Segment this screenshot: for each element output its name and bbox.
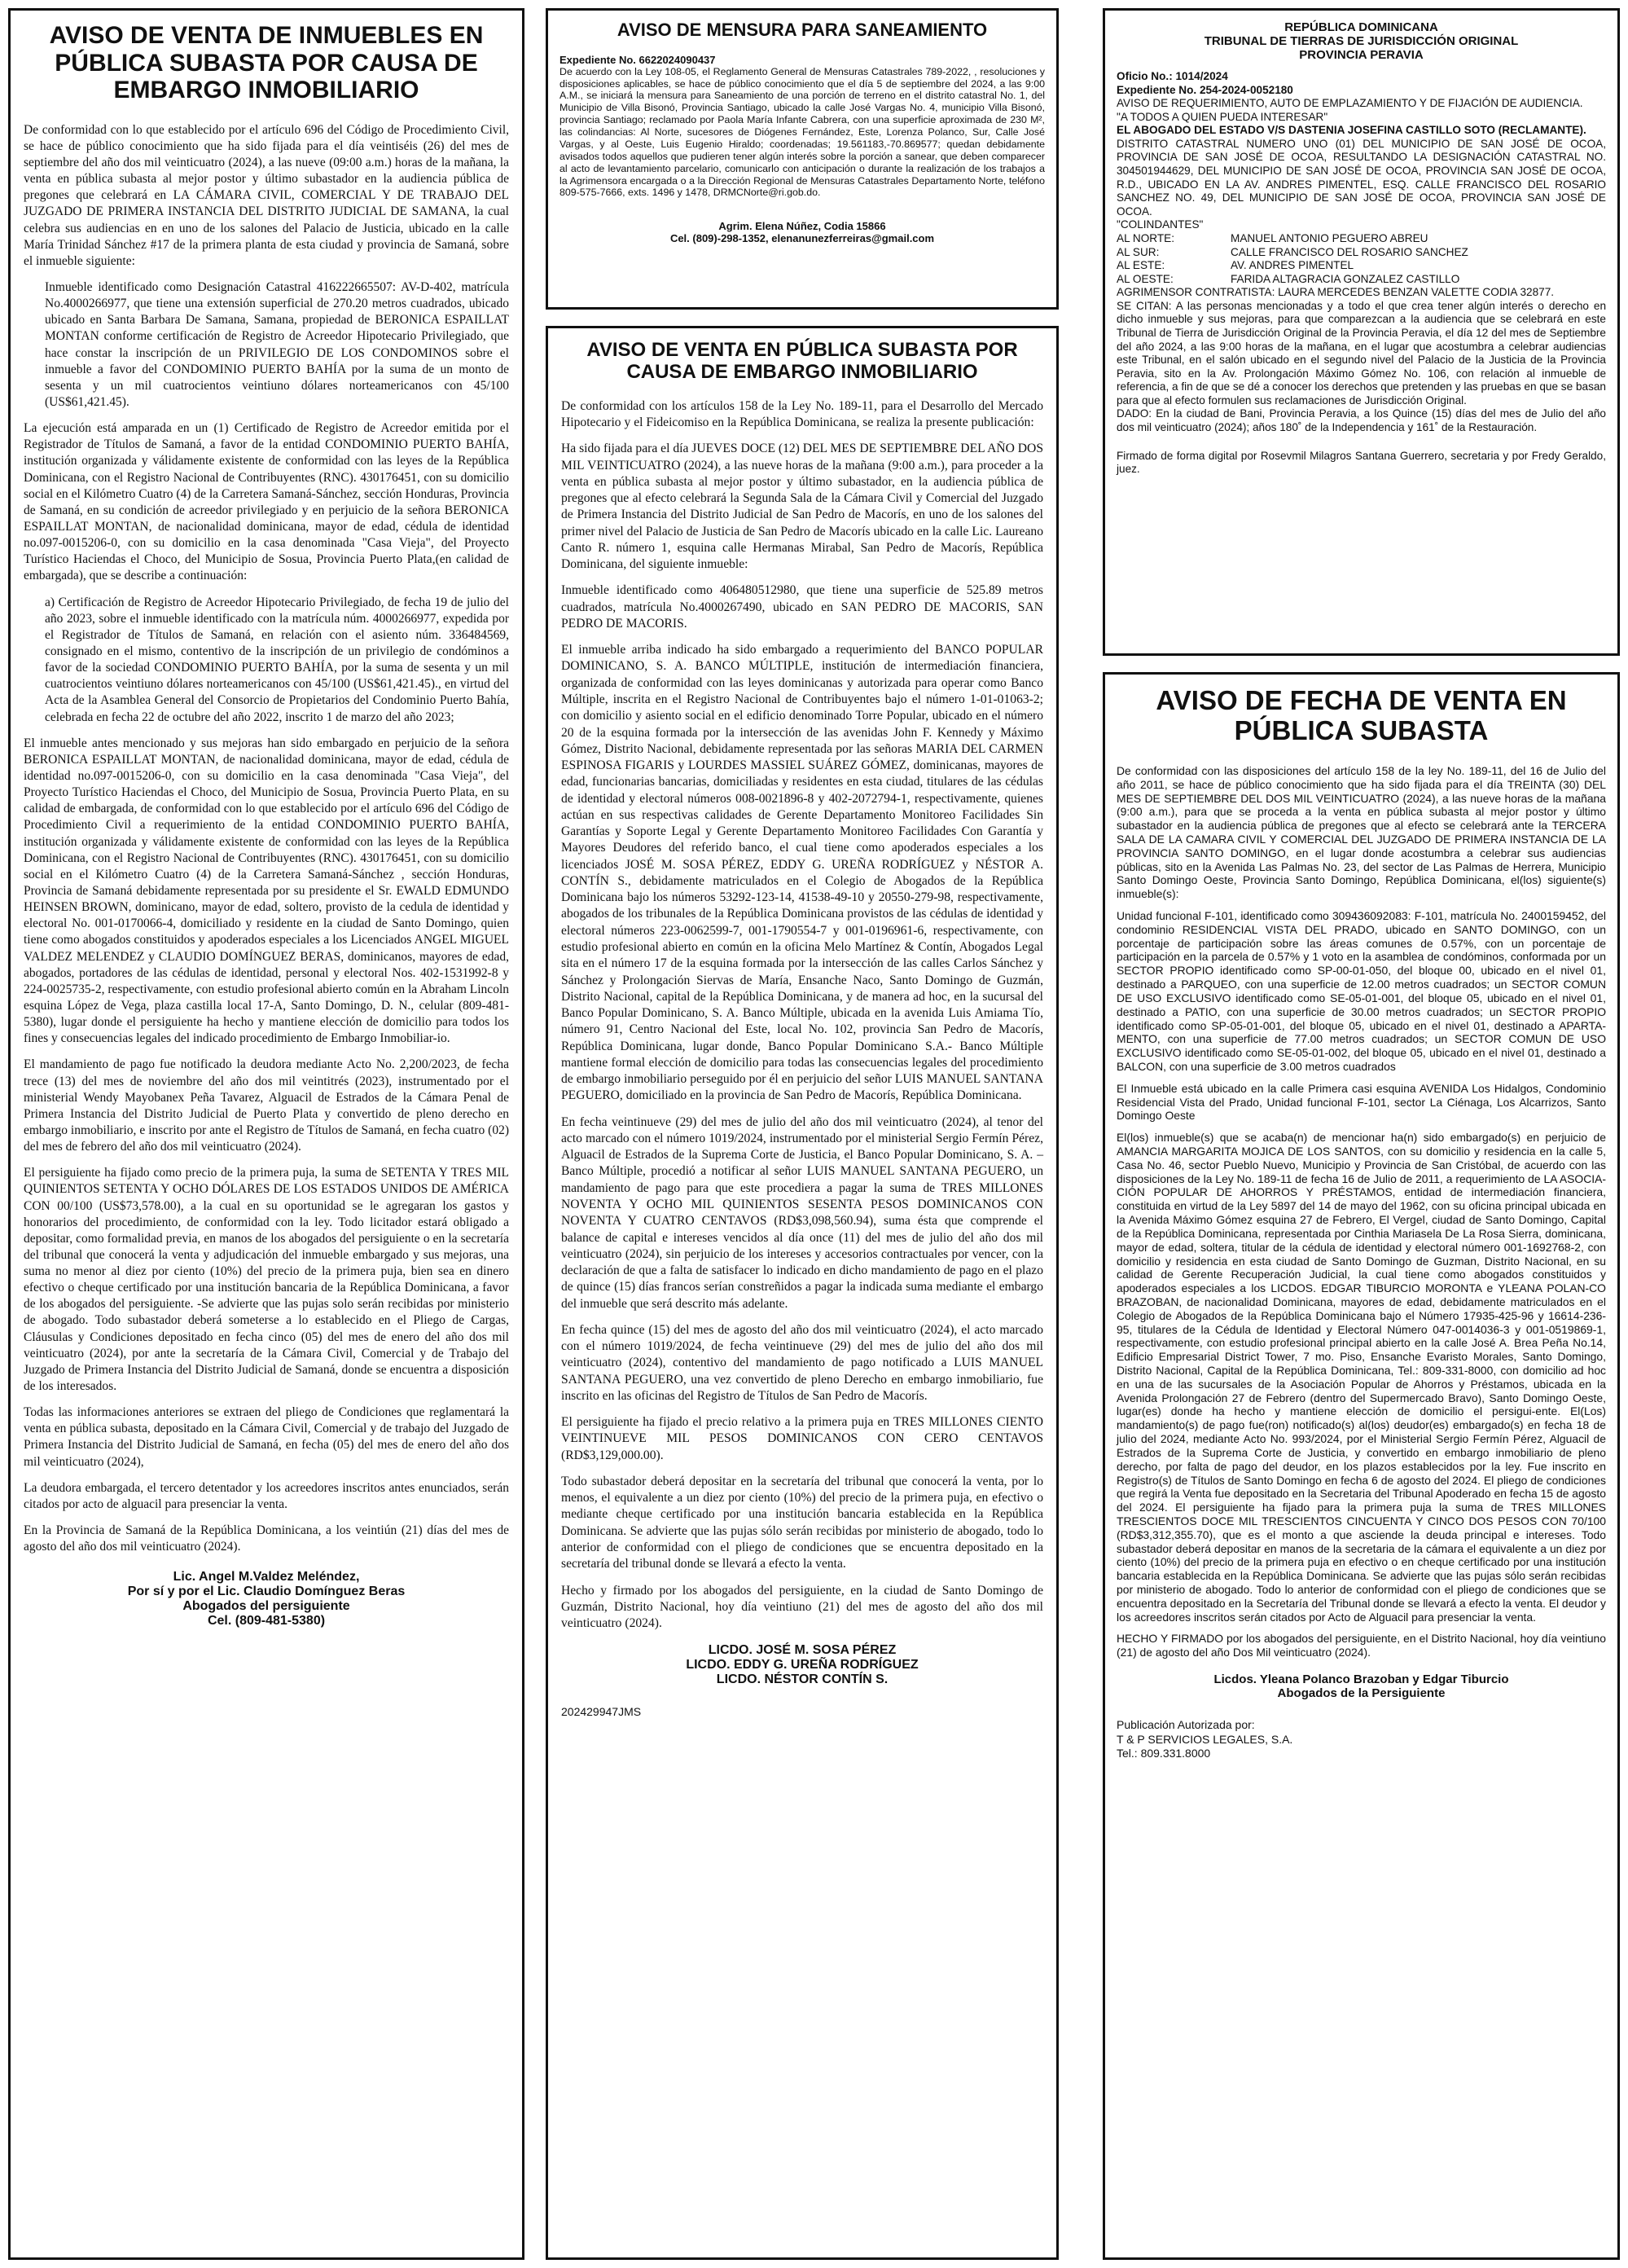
paragraph: De conformidad con lo que establecido por el artículo 696 del Código de Procedimiento Civil, se hace de público conocimiento que ha sido fijada para el día veintiséis (26) del mes de septiembre del año dos mil veinticuatro (2024), a las nueve (09:00 a.m.) horas de la mañana, la venta en pública subasta al mejor postor y último subastador en la audiencia pública de pregones que celebrará en LA CÁMARA CIVIL, COMERCIAL Y DE TRABAJO DEL JUZGADO DE PRIMERA INSTANCIA DEL DISTRITO JUDICIAL DE SAMANA, la cual celebra sus audiencias en en uno de los salones del Palacio de Justicia, ubicado en la calle María Trinidad Sánchez #17 de la primera planta de esta ciudad y provincia de Samaná, sobre el inmueble siguiente: (24, 122, 509, 268)
abogado-line: EL ABOGADO DEL ESTADO V/S DASTENIA JOSEFINA CASTILLO SOTO (RECLAMANTE). (1117, 124, 1586, 137)
expediente-number: Expediente No. 6622024090437 (559, 53, 716, 66)
paragraph: En fecha quince (15) del mes de agosto del año dos mil veinticuatro (2024), el acto marcado con el número 1019/2024, de fecha veintinueve (29) del mes de julio del año dos mil veinticuatro (2024), contentivo del mandamiento de pago notificado a LUIS MANUEL SANTANA PEGUERO, una vez convertido de pleno Derecho en embargo inmobiliario, fue inscrito en las oficinas del Registro de Títulos de San Pedro de Macorís. (561, 1322, 1043, 1403)
notice-body (1117, 70, 1606, 477)
paragraph: Hecho y firmado por los abogados del persiguiente, en la ciudad de Santo Domingo de Guzmán, Distrito Nacional, hoy día veintiuno (21) del mes de agosto del año dos mil veinticuatro (2024). (561, 1583, 1043, 1631)
notice-title: AVISO DE VENTA DE INMUEBLES EN PÚBLICA SUBASTA POR CAUSA DE EMBARGO INMOBILIARIO (49, 22, 484, 104)
se-citan-paragraph: SE CITAN: A las personas mencionadas y a todo el que crea tener algún interés o derecho en dicho inmueble y sus mejoras, para que comparezcan a la audiencia que se celebrará en este Tribunal de Tierra de Jurisdicción Original de la Provincia Peravia, el día 12 del mes de Septiembre del año 2024, a las 9:00 horas de la mañana, en el lugar que acostumbra a celebrar audiencias este Tribunal, en el salón ubicado en el segundo nivel del Palacio de la Justicia de la Provincia Peravia, sito en la Av. Prolongación Máximo Gómez No. 106, con relación al inmueble de referencia, a fin de que se dé a conocer los derechos que pretenden y las pruebas en que se basan para que al efecto formulen sus reclamaciones de Jurisdicción Original. (1117, 299, 1606, 407)
paragraph: Todo subastador deberá depositar en la secretaría del tribunal que conocerá la venta, por lo menos, el equivalente a un diez por ciento (10%) del precio de la primera puja, en efectivo o mediante cheque certificado por una institución bancaria establecida en la República Dominicana. Se advierte que las pujas sólo serán recibidas por ministerio de abogado, todo lo anterior de conformidad con el pliego de condiciones que se encuentra depositado en la secretaría del tribunal donde se llevará a efecto la venta. (561, 1474, 1043, 1571)
notice-body (561, 398, 1043, 1633)
notice-title: AVISO DE VENTA EN PÚBLICA SUBASTA POR CAUSA DE EMBARGO INMOBILIARIO (586, 339, 1018, 383)
signature-block: Licdos. Yleana Polanco Brazoban y Edgar Tiburcio Abogados de la Persiguiente (1213, 1672, 1509, 1701)
expediente-number: Expediente No. 254-2024-0052180 (1117, 83, 1293, 96)
signature-block: Agrim. Elena Núñez, Codia 15866 Cel. (809)-298-1352, elenanunezferreiras@gmail.com (669, 220, 935, 245)
paragraph: La deudora embargada, el tercero detentador y los acreedores inscritos antes enunciados, serán citados por acto de alguacil para presenciar la venta. (24, 1480, 509, 1511)
colindante-row: AL ESTE: AV. ANDRES PIMENTEL (1117, 259, 1354, 272)
paragraph: Todas las informaciones anteriores se extraen del pliego de Condiciones que reglamentará la venta en pública subasta, depositado en la Cámara Civil, Comercial y de trabajo del Juzgado de Primera Instancia del Distrito Judicial de Samaná, en fecha (05) del mes de enero del año dos mil veinticuatro (2024), (24, 1405, 509, 1469)
notice-tribunal-tierras-peravia (1103, 8, 1620, 656)
notice-body (1117, 764, 1606, 1659)
publication-credit: Publicación Autorizada por: T & P SERVICIOS LEGALES, S.A. Tel.: 809.331.8000 (1117, 1718, 1293, 1760)
paragraph: El inmueble antes mencionado y sus mejoras han sido embargado en perjuicio de la señora BERONICA ESPAILLAT MONTAN, de nacionalidad dominicana, mayor de edad, cédula de identidad no.097-0015206-0, con su domicilio en la casa denominada "Casa Vieja", del Proyecto Turístico Haciendas el Choco, del Municipio de Sosua, Provincia Puerto Plata, en su calidad de embargada, de conformidad con lo que establecido por el artículo 696 del Código de Procedimiento Civil a requerimiento de la entidad CONDOMINIO PUERTO BAHÍA, institución organizada y válidamente existente de conformidad con las leyes de la República Dominicana, con el Registro Nacional de Contribuyentes (RNC). 430176451, con su domicilio social en el Kilómetro Cuatro (4) de la Carretera Samaná-Sánchez , sección Honduras, Provincia de Samaná debidamente representada por su presidente el Sr. EWALD EDMUNDO HEINSEN BROWN, dominicano, mayor de edad, soltero, provisto de la cedula de identidad y electoral No. 001-0170066-4, domiciliado y residente en la ciudad de Santo Domingo, quien tiene como abogados constituidos y apoderados especiales a los Licenciados ANGEL MIGUEL VALDEZ MELENDEZ y CLAUDIO DOMÍNGUEZ BERAS, dominicanos, mayores de edad, abogados, portadores de las cédulas de identidad, personal y electoral Nos. 402-1531992-8 y 224-0025735-2, respectivamente, con estudio profesional abierto común en la Abraham Lincoln esquina López de Vega, plaza castilla local 17-A, Santo Domingo, D. N., celular (809-481-5380), lugar donde el persiguiente ha hecho y mantiene elección de domicilio para todos los fines y consecuencias legales del indicado procedimiento de Embargo Inmobiliar-io. (24, 736, 509, 1046)
paragraph: Inmueble identificado como Designación Catastral 416222665507: AV-D-402, matrícula No.4000266977, que tiene una extensión superficial de 270.20 metros cuadrados, ubicado ubicado en Santa Barbara De Samana, Samana, propiedad de BERONICA ESPAILLAT MONTAN conforme certificación de Registro de Acreedor Hipotecario Privilegiado, que hace constar la inscripción de un PRIVILEGIO DE LOS CONDOMINOS sobre el inmueble a favor del CONDOMINIO PUERTO BAHÍA por la suma de un monto de sesenta y un mil cuatrocientos veintiuno dólares norteamericanos con 45/100 (US$61,421.45). (45, 280, 509, 410)
paragraph: El persiguiente ha fijado el precio relativo a la primera puja en TRES MILLONES CIENTO VEINTINUEVE MIL PESOS DOMINICANOS CON CERO CENTAVOS (RD$3,129,000.00). (561, 1415, 1043, 1462)
colindantes-list (1117, 232, 1606, 286)
distrito-line: DISTRITO CATASTRAL NUMERO UNO (01) DEL MUNICIPIO DE SAN JOSÉ DE OCOA, PROVINCIA DE SAN JOSÉ DE OCOA, RESULTANDO LA DESIGNACIÓN CATASTRAL NO. 304501944629, DEL MUNICIPIO DE SAN JOSÉ DE OCOA, PROVINCIA SAN JOSÉ DE OCOA, R.D., UBICADO EN LA AV. ANDRES PIMENTEL, ESQ. CALLE FRANCISCO DEL ROSARIO SANCHEZ NO. 49, DEL MUNICIPIO DE SAN JOSÉ DE OCOA, PROVINCIA SAN JOSÉ DE OCOA. (1117, 137, 1606, 218)
paragraph: El Inmueble está ubicado en la calle Primera casi esquina AVENIDA Los Hidalgos, Condominio Residencial Vista del Prado, Unidad funcional F-101, sector La Ciénaga, Los Alcarrizos, Santo Domingo Oeste (1117, 1081, 1606, 1123)
agrimensor-line: AGRIMENSOR CONTRATISTA: LAURA MERCEDES BENZAN VALETTE CODIA 32877. (1117, 286, 1555, 299)
paragraph: Unidad funcional F-101, identificado como 309436092083: F-101, matrícula No. 2400159452, del condominio RESIDENCIAL VISTA DEL PRADO, ubicado en SANTO DOMINGO, con un porcentaje de participación sobre las áreas comunes de 0.57%, con un porcentaje de participación en la parcela de 0.57% y 1 voto en la asamblea de condóminos, conformada por un SECTOR PROPIO identificado como SP-00-01-050, del bloque 00, ubicado en el nivel 01, destinado a PARQUEO, con una superficie de 12.00 metros cuadrados; un SECTOR COMUN DE USO EXCLUSIVO identificado como SE-05-01-001, del bloque 05, ubicado en el nivel 01, destinado a PATIO, con una superficie de 30.00 metros cuadrados; un SECTOR PROPIO identificado como SP-05-01-001, del bloque 05, ubicado en el nivel 01, destinado a APARTA-MENTO, con una superficie de 77.00 metros cuadrados; un SECTOR COMUN DE USO EXCLUSIVO identificado como SE-05-01-002, del bloque 05, ubicado en el nivel 01, destinado a BALCON, con una superficie de 3.00 metros cuadrados (1117, 909, 1606, 1073)
paragraph: El mandamiento de pago fue notificado la deudora mediante Acto No. 2,200/2023, de fecha trece (13) del mes de noviembre del año dos mil veintitrés (2023), instrumentado por el ministerial Wendy Mayobanex Peña Tavarez, Alguacil de Estrados de la Cámara Penal de Primera Instancia del Distrito Judicial de Puerto Plata y convertido de pleno derecho en embargo inmobiliario, e inscrito por ante el Registro de Títulos de Samaná, en fecha cuatro (02) del mes de febrero del año dos mil veinticuatro (2024). (24, 1057, 509, 1154)
paragraph: a) Certificación de Registro de Acreedor Hipotecario Privilegiado, de fecha 19 de julio del año 2023, sobre el inmueble identificado con la matrícula núm. 4000266977, expedida por el Registrador de Títulos de Samaná, en relación con el asiento núm. 336484569, consignado en el mismo, contentivo de la inscripción de un privilegio de condóminos a favor de la sociedad CONDOMINIO PUERTO BAHÍA, por la suma de sesenta y un mil cuatrocientos veintiuno dólares norteamericanos con 45/100 (US$61,421.45)., en virtud del Acta de la Asamblea General del Consorcio de Propietarios del Condominio Puerto Bahía, celebrada en fecha 22 de octubre del año 2022, inscrito 1 de marzo del año 2023; (45, 595, 509, 724)
paragraph: HECHO Y FIRMADO por los abogados del persiguiente, en el Distrito Nacional, hoy día veintiuno (21) de agosto del año Dos Mil veinticuatro (2024). (1117, 1632, 1606, 1659)
paragraph: En fecha veintinueve (29) del mes de julio del año dos mil veinticuatro (2024), al tenor del acto marcado con el número 1019/2024, instrumentado por el ministerial Sergio Fermín Pérez, Alguacil de Estrados de la Suprema Corte de Justicia, el Banco Popular Dominicano, S. A. – Banco Múltiple, procedió a notificar al señor LUIS MANUEL SANTANA PEGUERO, un mandamiento de pago para que este procediera a pagar la suma de TRES MILLONES NOVENTA Y OCHO MIL QUINIENTOS SESENTA PESOS DOMINICANOS CON NOVENTA Y CUATRO CENTAVOS (RD$3,098,560.94), suma ésta que comprende el balance de capital e intereses vencidos al día once (11) del mes de julio del año dos mil veinticuatro (2024), sin perjuicio de los intereses y accesorios contractuales por vencer, con la declaración de que a falta de satisfacer lo indicado en dicho mandamiento de pago en el plazo de quince (15) días francos serían constreñidos a pagar la indicada suma mediante el embargo del inmueble que será descrito más adelante. (561, 1114, 1043, 1311)
signature-block: Lic. Angel M.Valdez Meléndez, Por sí y por el Lic. Claudio Domínguez Beras Abogados del persiguiente Cel. (809-481-5380) (127, 1570, 406, 1628)
notice-title: AVISO DE MENSURA PARA SANEAMIENTO (617, 20, 988, 40)
paragraph: El persiguiente ha fijado como precio de la primera puja, la suma de SETENTA Y TRES MIL QUINIENTOS SETENTA Y OCHO DÓLARES DE LOS ESTADOS UNIDOS DE AMÉRICA CON 00/100 (US$73,578.00), a la cual en su oportunidad se le agregaran los gastos y honorarios del procedimiento, de conformidad con la ley. Todo licitador estará obligado a depositar, como formalidad previa, en manos de los abogados del persiguiente o en la secretaría del tribunal que conocerá la venta y adjudicación del inmueble embargado y sus mejoras, una suma no menor al diez por ciento (10%) del precio de la primera puja, bien sea en dinero efectivo o cheque certificado por una institución bancaria de la República Dominicana, a favor de los abogados del persiguiente. -Se advierte que las pujas solo serán recibidas por ministerio de abogado. Todo subastador deberá someterse a lo establecido en el Pliego de Cargas, Cláusulas y Condiciones depositado en fecha cinco (05) del mes de enero del año dos mil veinticuatro (2024), por ante la secretaría de la Cámara Civil, Comercial y de Trabajo del Juzgado de Primera Instancia del Distrito Judicial de Samaná, donde se encuentra a disposición de los interesados. (24, 1166, 509, 1394)
dado-paragraph: DADO: En la ciudad de Bani, Provincia Peravia, a los Quince (15) días del mes de Julio del año dos mil veinticuatro (2024); años 180˚ de la Independencia y 161˚ de la Restauración. (1117, 407, 1606, 434)
reference-code: 202429947JMS (561, 1705, 642, 1719)
colindante-row: AL OESTE: FARIDA ALTAGRACIA GONZALEZ CASTILLO (1117, 272, 1460, 285)
firmado-line: Firmado de forma digital por Rosevmil Milagros Santana Guerrero, secretaria y por Fredy Geraldo, juez. (1117, 449, 1606, 476)
notice-body: De acuerdo con la Ley 108-05, el Reglamento General de Mensuras Catastrales 789-2022, , resoluciones y disposiciones aplicables, se hace de público conocimiento que el día 5 de septiembre del 2024, a las 9:00 A.M., se iniciará la mensura para Saneamiento de una porción de terreno en el distrito catastral No. 1, del Municipio de Villa Bisonó, Provincia Santiago, ubicado la calle José Vargas No. 4, municipio Villa Bisonó, provincia Santiago; reclamado por Paola María Infante Cabrera, con una superficie aproximada de 230 M², las colindancias: Al Norte, sucesores de Diógenes Fernández, Este, Lorenza Polanco, Sur, Calle José Vargas, y al Oeste, Luis Eugenio Hiraldo; coordenadas; 19.561183,-70.869577; quedan debidamente avisados todos aquellos que pudieren tener algún interés sobre la porción a sanear, que deben comparecer al acto de levantamiento parcelario, comunicarlo con anticipación o durante la realización de los trabajos a la Agrimensora encargada o a la Dirección Regional de Mensuras Catastrales Departamento Norte, teléfono 809-575-7666, exts. 1496 y 1478, DRMCNorte@ri.gob.do. (559, 65, 1045, 199)
notice-fecha-venta-santo-domingo (1103, 672, 1620, 2260)
oficio-number: Oficio No.: 1014/2024 (1117, 70, 1228, 82)
paragraph: En la Provincia de Samaná de la República Dominicana, a los veintiún (21) días del mes de agosto del año dos mil veinticuatro (2024). (24, 1523, 509, 1554)
notice-venta-san-pedro (546, 326, 1059, 2260)
paragraph: Ha sido fijada para el día JUEVES DOCE (12) DEL MES DE SEPTIEMBRE DEL AÑO DOS MIL VEINTICUATRO (2024), a las nueve horas de la mañana (9:00 a.m.), para proceder a la venta en pública subasta al mejor postor y último subastador, en la audiencia pública de pregones que al efecto celebrará la Segunda Sala de la Cámara Civil y Comercial del Juzgado de Primera Instancia del Distrito Judicial de San Pedro de Macorís, en uno de los salones del primer nivel del Palacio de Justicia de San Pedro de Macorís ubicado en la calle Lic. Laureano Canto R. número 1, esquina calle Hermanas Mirabal, San Pedro de Macorís, República Dominicana, del siguiente inmueble: (561, 442, 1043, 572)
notice-body (24, 122, 509, 1556)
paragraph: El(los) inmueble(s) que se acaba(n) de mencionar ha(n) sido embargado(s) en perjuicio de AMANCIA MARGARITA MOJICA DE LOS SANTOS, con su domicilio y residencia en la calle 5, Casa No. 46, sector Pueblo Nuevo, Municipio y Provincia de San Cristóbal, de acuerdo con las disposiciones de la Ley No. 189-11 de fecha 16 de Julio de 2011, a requerimiento de LA ASOCIA-CIÓN POPULAR DE AHORROS Y PRÉSTAMOS, entidad de intermediación financiera, constituida en virtud de la Ley 5897 del 14 de mayo del 1962, con su oficina principal ubicada en la Avenida Máximo Gómez esquina 27 de Febrero, El Vergel, ciudad de Santo Domingo, Capital de la República Dominicana, representada por Cinthia Mariasela De La Rosa Sierra, dominicana, mayor de edad, soltera, titular de la cédula de identidad y electoral número 001-1692768-2, con domicilio y residencia en esta ciudad de Santo Domingo de Guzman, Distrito Nacional, en su calidad de Gerente Recuperación Judicial, la cual tiene como abogados constituidos y apoderados especiales a los LICDOS. EDGAR TIBURCIO MORONTA e YLEANA POLAN-CO BRAZOBAN, de nacionalidad Dominicana, mayores de edad, debidamente matriculados en el Colegio de Abogados de la República Dominicana bajo el Número 17935-425-96 y 16614-236-95, titulares de la Cédula de Identidad y Electoral Número 047-0014036-3 y 001-0519869-1, respectivamente, con estudio profesional principal abierto en la calle José A. Brea Peña No.14, Edificio Empresarial District Tower, 7 mo. Piso, Ensanche Evaristo Morales, Santo Domingo, Distrito Nacional, Capital de la República Dominicana, Tel.: 809-331-8000, con domicilio ad hoc en una de las sucursales de la Asociación Popular de Ahorros y Préstamos, ubicada en la Avenida Prolongación 27 de Febrero (dentro del Supermercado Bravo), Santo Domingo Oeste, lugar(es) donde ha hecho y mantiene elección de domicilio el persigui-ente. El(Los) mandamiento(s) de pago fue(ron) notificado(s) al(los) deudor(es) embargado(s) en fecha 18 de julio del 2024, mediante Acto No. 993/2024, por el Ministerial Sergio Fermín Pérez, Alguacil de Estrados de la Suprema Corte de Justicia, y convertido en embargo inmobiliario de pleno derecho, por falta de pago del deudor, en los plazos establecidos por la ley. Fue inscrito en Registro(s) de Títulos de Santo Domingo en fecha 6 de agosto del 2024. El pliego de condiciones que regirá la Venta fue depositado en la Secretaria del Tribunal Apoderado en fecha 15 de agosto del 2024. El persiguiente ha fijado para la primera puja la suma de TRES MILLONES TRESCIENTOS DOCE MIL TRESCIENTOS CINCUENTA Y CINCO DOS PESOS CON 70/100 (RD$3,312,355.70), que es el monto a que asciende la deuda principal e intereses. Todo subastador deberá depositar en manos de la secretaria de la cámara el equivalente a un diez por ciento (10%) del precio de la primera puja en efectivo o en cheque certificado por una institución bancaria establecida en la República Dominicana. Se advierte que las pujas sólo serán recibidas por ministerio de abogado. Todo lo anterior de conformidad con el pliego de condiciones que se encuentra depositado en la Secretaría del Tribunal donde se llevará a efecto la venta. El deudor y los acreedores inscritos serán citados por Acto de Alguacil para presenciar la venta. (1117, 1131, 1606, 1624)
signature-block: LICDO. JOSÉ M. SOSA PÉREZ LICDO. EDDY G. UREÑA RODRÍGUEZ LICDO. NÉSTOR CONTÍN S. (686, 1643, 919, 1687)
quien-line: "A TODOS A QUIEN PUEDA INTERESAR" (1117, 110, 1328, 123)
paragraph: De conformidad con los artículos 158 de la Ley No. 189-11, para el Desarrollo del Mercado Hipotecario y el Fideicomiso en la República Dominicana, se realiza la presente publicación: (561, 398, 1043, 430)
paragraph: El inmueble arriba indicado ha sido embargado a requerimiento del BANCO POPULAR DOMINICANO, S. A. BANCO MÚLTIPLE, institución de intermediación financiera, organizada de conformidad con las leyes dominicanas y autorizada para operar como Banco Múltiple, inscrita en el Registro Nacional de Contribuyentes bajo el número 1-01-01063-2; con domicilio y asiento social en el edificio denominado Torre Popular, ubicado en el número 20 de la esquina formada por la intersección de las avenidas John F. Kennedy y Máximo Gómez, Distrito Nacional, debidamente representada por las señoras MARIA DEL CARMEN ESPINOSA FIGARIS y LOURDES MASSIEL SUÁREZ GÓMEZ, dominicanas, mayores de edad, funcionarias bancarias, domiciliadas y residentes en esta ciudad, titulares de las cédulas de identidad y electoral números 008-0021896-8 y 402-2072794-1, respectivamente, quienes actúan en sus respectivas calidades de Gerente Departamento Monitoreo Facilidades Sin Garantías y Soporte Legal y Gerente Departamento Monitoreo Facilidades Con Garantía y Mayores Deudores del referido banco, el cual tiene como apoderados especiales a los licenciados JOSÉ M. SOSA PÉREZ, EDDY G. UREÑA RODRÍGUEZ y NÉSTOR A. CONTÍN S., debidamente matriculados en el Colegio de Abogados de la República Dominicana bajo los números 53292-123-14, 41538-49-10 y 20550-279-98, respectivamente, abogados de los tribunales de la República Dominicana provistos de las cédulas de identidad y electoral números 223-0062599-7, 001-1790554-7 y 001-0196961-6, respectivamente, con estudio profesional abierto en común en la oficina Melo Martínez & Contín, Abogados Legal sita en el número 17 de la esquina formada por la intersección de las calles Carlos Sánchez y Sánchez y Prolongación Siervas de María, Ensanche Naco, Santo Domingo de Guzmán, Distrito Nacional, capital de la República Dominicana, y de manera ad hoc, en la sucursal del Banco Popular Dominicano, S. A. Banco Múltiple, ubicada en la avenida Luis Amiama Tío, número 91, Centro Nacional del Este, local No. 102, provincia San Pedro de Macorís, República Dominicana, lugar donde, Banco Popular Dominicano S.A.- Banco Múltiple mantiene formal elección de domicilio para todas las consecuencias legales del procedimiento de embargo inmobiliario perseguido por él en perjuicio del señor LUIS MANUEL SANTANA PEGUERO, domiciliado en la provincia de San Pedro de Macorís, República Dominicana. (561, 643, 1043, 1103)
colindantes-label: "COLINDANTES" (1117, 218, 1204, 231)
aviso-line: AVISO DE REQUERIMIENTO, AUTO DE EMPLAZAMIENTO Y DE FIJACIÓN DE AUDIENCIA. (1117, 97, 1583, 110)
colindante-row: AL NORTE: MANUEL ANTONIO PEGUERO ABREU (1117, 231, 1428, 244)
court-header: REPÚBLICA DOMINICANA TRIBUNAL DE TIERRAS DE JURISDICCIÓN ORIGINAL PROVINCIA PERAVIA (1204, 20, 1519, 62)
notice-venta-inmuebles-samana (8, 8, 524, 2260)
paragraph: La ejecución está amparada en un (1) Certificado de Registro de Acreedor emitida por el Registrador de Títulos de Samaná, a favor de la entidad CONDOMINIO PUERTO BAHÍA, institución organizada y válidamente existente de conformidad con las leyes de la República Dominicana, con el Registro Nacional de Contribuyentes (RNC). 430176451, con su domicilio social en el Kilómetro Cuatro (4) de la Carretera Samaná-Sánchez, sección Honduras, Provincia de Samaná, en su condición de acreedor privilegiado y en perjuicio de la señora BERONICA ESPAILLAT MONTAN, de nacionalidad dominicana, mayor de edad, cédula de identidad no.097-0015206-0, con su domicilio en la casa denominada "Casa Vieja", del Proyecto Turístico Haciendas el Choco, del Municipio de Sosua, Provincia Puerto Plata,(en calidad de embargada), que se describe a continuación: (24, 421, 509, 583)
colindante-row: AL SUR: CALLE FRANCISCO DEL ROSARIO SANCHEZ (1117, 245, 1468, 258)
paragraph: Inmueble identificado como 406480512980, que tiene una superficie de 525.89 metros cuadrados, matrícula No.4000267490, ubicado en SAN PEDRO DE MACORIS, SAN PEDRO DE MACORIS. (561, 583, 1043, 631)
notice-mensura-saneamiento (546, 8, 1059, 310)
notice-title: AVISO DE FECHA DE VENTA EN PÚBLICA SUBASTA (1156, 685, 1567, 745)
paragraph: De conformidad con las disposiciones del artículo 158 de la ley No. 189-11, del 16 de Julio del año 2011, se hace de público conocimiento que ha sido fijada para el día TREINTA (30) DEL MES DE SEPTIEMBRE DEL DOS MIL VEINTICUATRO (2024), a las nueve horas de la mañana (9:00 a.m.), para que se proceda a la venta en pública subasta al mejor postor y último subastador en la audiencia pública de pregones que al efecto se celebrará ante la TERCERA SALA DE LA CAMARA CIVIL Y COMERCIAL DEL JUZGADO DE PRIMERA INSTANCIA DE LA PROVINCIA SANTO DOMINGO, en el lugar donde acostumbra a celebrar sus audiencias públicas, sito en la Avenida Las Palmas No. 23, del sector de Las Palmas de Herrera, Municipio Santo Domingo Oeste, Provincia Santo Domingo, República Dominicana, el(los) siguiente(s) inmueble(s): (1117, 763, 1606, 901)
